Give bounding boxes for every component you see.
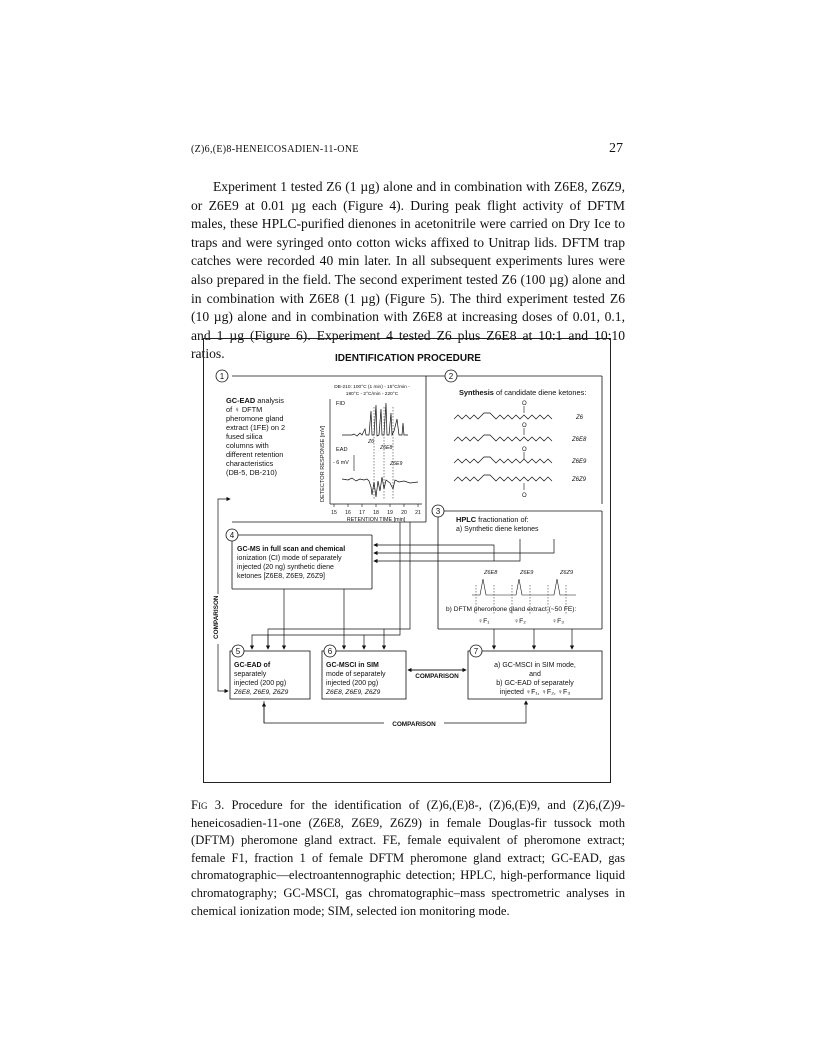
box6-line-2: injected (200 pg) (326, 680, 379, 687)
identification-procedure-figure (203, 338, 611, 783)
box-3-hplc (432, 505, 602, 629)
hplc-peak-z6e8: Z6E8 (484, 570, 498, 576)
box5-line-0: GC-EAD of (234, 662, 271, 669)
box1-desc-0: analysis (255, 396, 284, 405)
box4-line-0: GC-MS in full scan and chemical (237, 546, 346, 553)
x-tick-21: 21 (415, 510, 421, 516)
x-tick-19: 19 (387, 510, 393, 516)
box7-line-3: injected ♀F₁, ♀F₂, ♀F₃ (499, 689, 571, 696)
box4-line-1: ionization (CI) mode of separately (237, 555, 342, 562)
compound-z6: Z6 (576, 415, 584, 421)
step-5-number: 5 (235, 647, 241, 656)
box1-desc-3: extract (1FE) on 2 (226, 423, 286, 432)
box7-line-1: and (529, 671, 541, 678)
fid-trace (342, 403, 408, 436)
x-tick-17: 17 (359, 510, 365, 516)
caption-text: Procedure for the identification of (Z)6,(E)8-, (Z)6,(E)9, and (Z)6,(Z)9-heneicosadien-11-one (Z6E8, Z6E9, Z6Z9) in female Douglas-fir tussock moth (DFTM) pheromone gland extract. FE, female equivalent of pheromone extract; female F1, fraction 1 of female DFTM pheromone gland extract; GC-EAD, gas chromatographic—electroantennographic detection; HPLC, high-performance liquid chromatography; GC-MSCI, gas chromatographic–mass spectrometric analyses in chemical ionization mode; SIM, selected ion monitoring mode. (191, 798, 625, 918)
box4-line-3: ketones [Z6E8, Z6E9, Z6Z9] (237, 573, 325, 580)
box3-item-a: a) Synthetic diene ketones (456, 526, 539, 533)
running-title: (Z)6,(E)8-HENEICOSADIEN-11-ONE (191, 144, 359, 155)
fraction-f1: ♀F₁ (478, 618, 490, 625)
compound-z6z9: Z6Z9 (572, 477, 587, 483)
box-5-gc-ead-synthetic (230, 645, 310, 699)
ketone-o-z6z9: O (522, 493, 527, 499)
box6-line-3: Z6E8, Z6E9, Z6Z9 (326, 689, 381, 696)
box1-desc-6: different retention (226, 450, 284, 459)
box1-desc-8: (DB-5, DB-210) (226, 468, 277, 477)
box1-desc-4: fused silica (226, 432, 263, 441)
x-tick-18: 18 (373, 510, 379, 516)
ketone-o-z6: O (522, 401, 527, 407)
box3-title-rest: fractionation of: (476, 515, 529, 524)
structure-z6 (454, 413, 552, 419)
caption-label: Fig 3. (191, 798, 225, 812)
box1-desc-7: characteristics (226, 459, 274, 468)
structure-z6e9 (454, 457, 552, 463)
peak-label-z6e9: Z6E9 (390, 461, 403, 467)
page-number: 27 (609, 141, 623, 156)
fid-label: FID (336, 401, 346, 407)
comparison-label-bottom: COMPARISON (392, 721, 436, 728)
box3-title-bold: HPLC (456, 515, 477, 524)
svg-text:Synthesis of candidate diene k (459, 388, 586, 397)
svg-text:GC-EAD analysis (226, 396, 284, 405)
step-2-number: 2 (448, 372, 454, 381)
box-4-gc-ms (226, 529, 372, 589)
hplc-peak-z6z9: Z6Z9 (560, 570, 574, 576)
chromatogram-y-label: DETECTOR RESPONSE [mV] (320, 425, 326, 502)
comparison-label-vertical: COMPARISON (213, 595, 220, 639)
structure-z6z9 (454, 475, 552, 481)
mv-scale-label: - 6 mV (333, 460, 349, 466)
box-1-gc-ead (216, 370, 426, 523)
box4-line-2: injected (20 ng) synthetic diene (237, 564, 334, 571)
box7-line-2: b) GC-EAD of separately (496, 680, 574, 687)
box2-title-bold: Synthesis (459, 388, 494, 397)
x-tick-20: 20 (401, 510, 407, 516)
box1-bold: GC-EAD (226, 396, 256, 405)
box6-line-1: mode of separately (326, 671, 386, 678)
svg-text:HPLC fractionation of: (456, 515, 529, 524)
box5-line-2: injected (200 pg) (234, 680, 287, 687)
comparison-label-middle: COMPARISON (415, 673, 459, 680)
box2-title-rest: of candidate diene ketones: (493, 388, 587, 397)
ead-label: EAD (336, 447, 348, 453)
step-3-number: 3 (435, 507, 441, 516)
gc-conditions-line1: DB-210: 100°C (1 min) - 15°C/min - (334, 385, 410, 390)
ead-trace (342, 477, 418, 497)
box1-desc-1: of ♀ DFTM (226, 405, 263, 414)
structure-z6e8 (454, 435, 552, 441)
box3-item-b: b) DFTM pheromone gland extract (~50 FE): (446, 606, 577, 613)
compound-z6e9: Z6E9 (572, 459, 587, 465)
gc-conditions-line2: 180°C - 2°C/min - 220°C (345, 392, 399, 397)
step-6-number: 6 (327, 647, 333, 656)
compound-z6e8: Z6E8 (572, 437, 587, 443)
box1-desc-5: columns with (226, 441, 269, 450)
box-2-synthesis (426, 370, 602, 504)
box7-line-0: a) GC-MSCI in SIM mode, (494, 662, 576, 669)
peak-label-z6: Z6 (368, 439, 375, 445)
ketone-o-z6e8: O (522, 423, 527, 429)
hplc-peak-z6e9: Z6E9 (520, 570, 534, 576)
box-6-gc-msci-synthetic (322, 645, 406, 699)
ketone-o-z6e9: O (522, 447, 527, 453)
box5-line-3: Z6E8, Z6E9, Z6Z9 (234, 689, 289, 696)
step-4-number: 4 (229, 531, 235, 540)
figure-caption (191, 797, 625, 920)
peak-label-z6e8: Z6E8 (380, 445, 393, 451)
box-7-extract-analysis (468, 645, 602, 699)
x-tick-15: 15 (331, 510, 337, 516)
chromatogram-x-label: RETENTION TIME [min] (346, 517, 406, 523)
step-1-number: 1 (219, 372, 225, 381)
fraction-f3: ♀F₃ (552, 618, 565, 625)
box5-line-1: separately (234, 671, 267, 678)
fraction-f2: ♀F₂ (514, 618, 526, 625)
box1-desc-2: pheromone gland (226, 414, 284, 423)
body-paragraph: Experiment 1 tested Z6 (1 µg) alone and in combination with Z6E8, Z6Z9, or Z6E9 at 0.01 µg each (Figure 4). During peak flight activity of DFTM males, these HPLC-purified dienones in acetonitrile were carried on Dry Ice to traps and were syringed onto cotton wicks affixed to Unitrap lids. DFTM trap catches were recorded 40 min later. In all subsequent experiments lures were also prepared in the field. The second experiment tested Z6 (100 µg) alone and in combination with Z6E8 (1 µg) (Figure 5). The third experiment tested Z6 (10 µg) alone and in combination with Z6E8 at increasing doses of 0.01, 0.1, and 1 µg (Figure 6). Experiment 4 tested Z6 plus Z6E8 at 10:1 and 10:10 ratios. (191, 179, 625, 362)
box6-line-0: GC-MSCI in SIM (326, 662, 379, 669)
figure-title: IDENTIFICATION PROCEDURE (335, 353, 481, 364)
step-7-number: 7 (473, 647, 479, 656)
x-tick-16: 16 (345, 510, 351, 516)
